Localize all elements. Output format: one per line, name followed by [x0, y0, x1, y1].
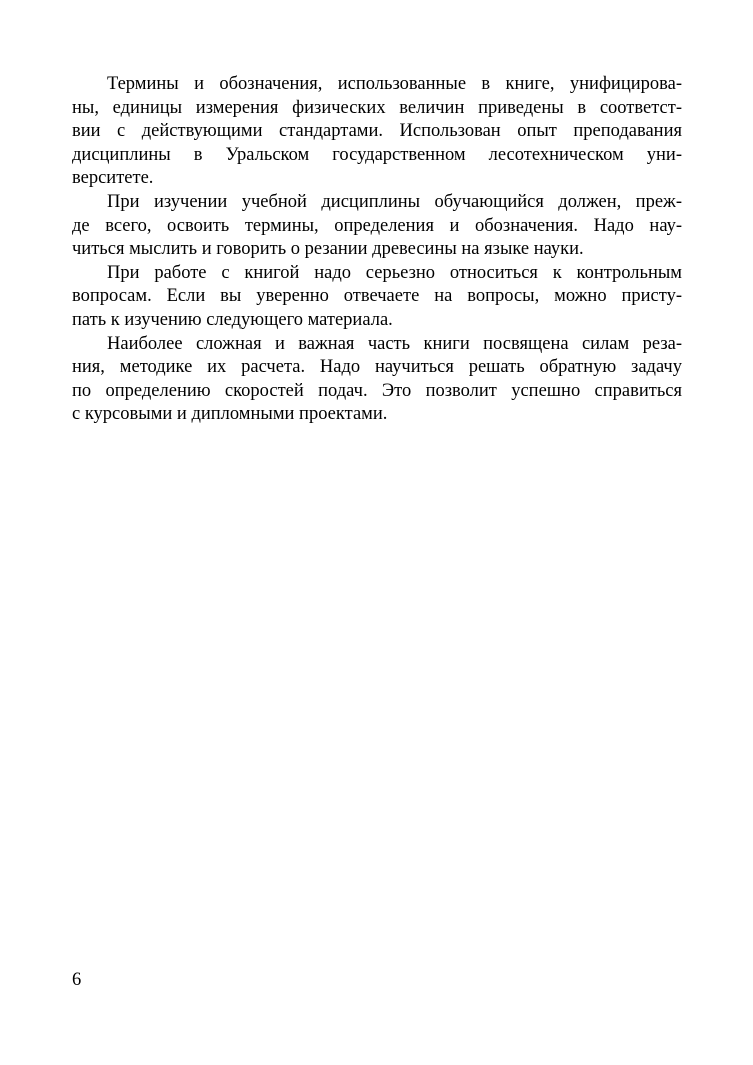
paragraph-4-line-4: с курсовыми и дипломными проектами. [72, 404, 388, 425]
paragraph-4-line-2: ния, методике их расчета. Надо научиться решать обратную задачу [72, 357, 682, 378]
body-text [72, 73, 682, 427]
paragraph-4-line-1: Наиболее сложная и важная часть книги посвящена силам реза- [107, 333, 682, 354]
paragraph-1-line-5: верситете. [72, 168, 154, 189]
paragraph-1-line-1: Термины и обозначения, использованные в книге, унифицирова- [107, 74, 682, 94]
paragraph-2-line-1: При изучении учебной дисциплины обучающийся должен, преж- [107, 191, 682, 212]
paragraph-3-line-2: вопросам. Если вы уверенно отвечаете на вопросы, можно присту- [72, 286, 682, 307]
paragraph-1-line-4: дисциплины в Уральском государственном лесотехническом уни- [72, 144, 682, 165]
paragraph-1-line-3: вии с действующими стандартами. Использован опыт преподавания [72, 121, 682, 142]
paragraph-4-line-3: по определению скоростей подач. Это позволит успешно справиться [72, 380, 682, 401]
paragraph-3-line-1: При работе с книгой надо серьезно относиться к контрольным [107, 262, 682, 283]
page-number: 6 [72, 970, 82, 990]
paragraph-2-line-3: читься мыслить и говорить о резании древесины на языке науки. [72, 239, 584, 260]
paragraph-2-line-2: де всего, освоить термины, определения и обозначения. Надо нау- [72, 215, 682, 236]
paragraph-3-line-3: пать к изучению следующего материала. [72, 309, 393, 330]
paragraph-1-line-2: ны, единицы измерения физических величин приведены в соответст- [72, 97, 682, 118]
